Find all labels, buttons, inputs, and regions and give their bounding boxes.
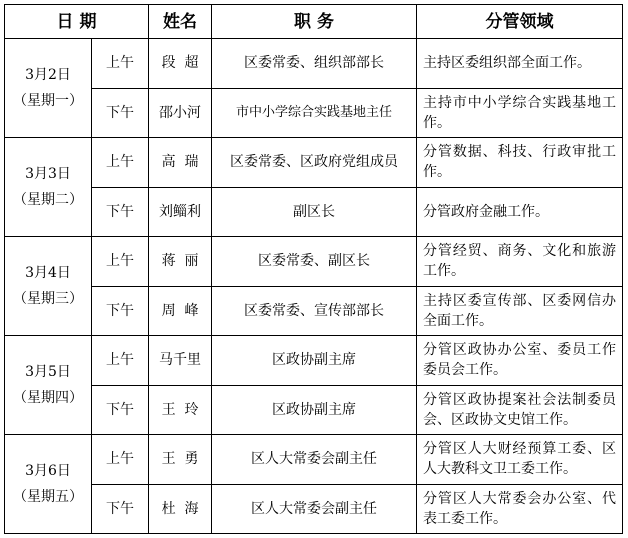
period-cell: 下午 bbox=[92, 484, 149, 534]
header-domain: 分管领域 bbox=[417, 5, 623, 39]
period-cell: 上午 bbox=[92, 39, 149, 89]
date-label: 3月4日 bbox=[25, 265, 71, 281]
weekday-label: （星期三） bbox=[13, 291, 83, 307]
position-cell: 副区长 bbox=[212, 187, 417, 237]
weekday-label: （星期一） bbox=[13, 93, 83, 109]
name-cell: 马千里 bbox=[149, 336, 212, 386]
date-cell bbox=[5, 39, 92, 138]
weekday-label: （星期五） bbox=[13, 489, 83, 505]
position-cell: 区人大常委会副主任 bbox=[212, 484, 417, 534]
domain-cell: 主持市中小学综合实践基地工作。 bbox=[417, 88, 623, 138]
period-cell: 上午 bbox=[92, 138, 149, 188]
name-cell: 杜 海 bbox=[149, 484, 212, 534]
table-row bbox=[5, 484, 623, 534]
name-cell: 王 玲 bbox=[149, 385, 212, 435]
domain-cell: 分管区政协提案社会法制委员会、区政协文史馆工作。 bbox=[417, 385, 623, 435]
header-date: 日 期 bbox=[5, 5, 149, 39]
header-name: 姓名 bbox=[149, 5, 212, 39]
table-row bbox=[5, 138, 623, 188]
period-cell: 上午 bbox=[92, 237, 149, 287]
domain-cell: 分管数据、科技、行政审批工作。 bbox=[417, 138, 623, 188]
period-cell: 下午 bbox=[92, 286, 149, 336]
table-row bbox=[5, 336, 623, 386]
position-cell: 区委常委、宣传部部长 bbox=[212, 286, 417, 336]
position-cell: 区政协副主席 bbox=[212, 385, 417, 435]
header-row bbox=[5, 5, 623, 39]
date-label: 3月3日 bbox=[25, 166, 71, 182]
period-cell: 下午 bbox=[92, 187, 149, 237]
table-row bbox=[5, 385, 623, 435]
domain-cell: 主持区委宣传部、区委网信办全面工作。 bbox=[417, 286, 623, 336]
header-position: 职 务 bbox=[212, 5, 417, 39]
weekday-label: （星期二） bbox=[13, 192, 83, 208]
date-cell bbox=[5, 336, 92, 435]
date-cell bbox=[5, 435, 92, 534]
table-row bbox=[5, 88, 623, 138]
name-cell: 邵小河 bbox=[149, 88, 212, 138]
table-row bbox=[5, 286, 623, 336]
name-cell: 蒋 丽 bbox=[149, 237, 212, 287]
domain-cell: 分管区人大常委会办公室、代表工委工作。 bbox=[417, 484, 623, 534]
period-cell: 下午 bbox=[92, 88, 149, 138]
period-cell: 上午 bbox=[92, 336, 149, 386]
name-cell: 段 超 bbox=[149, 39, 212, 89]
table-row bbox=[5, 237, 623, 287]
position-cell: 区委常委、组织部部长 bbox=[212, 39, 417, 89]
name-cell: 高 瑞 bbox=[149, 138, 212, 188]
domain-cell: 主持区委组织部全面工作。 bbox=[417, 39, 623, 89]
table-row bbox=[5, 39, 623, 89]
domain-cell: 分管政府金融工作。 bbox=[417, 187, 623, 237]
date-cell bbox=[5, 237, 92, 336]
date-label: 3月2日 bbox=[25, 67, 71, 83]
weekday-label: （星期四） bbox=[13, 390, 83, 406]
name-cell: 王 勇 bbox=[149, 435, 212, 485]
schedule-table bbox=[4, 4, 623, 534]
date-label: 3月6日 bbox=[25, 463, 71, 479]
position-cell: 区委常委、副区长 bbox=[212, 237, 417, 287]
position-cell: 市中小学综合实践基地主任 bbox=[212, 88, 417, 138]
name-cell: 刘鲻利 bbox=[149, 187, 212, 237]
domain-cell: 分管区政协办公室、委员工作委员会工作。 bbox=[417, 336, 623, 386]
name-cell: 周 峰 bbox=[149, 286, 212, 336]
domain-cell: 分管经贸、商务、文化和旅游工作。 bbox=[417, 237, 623, 287]
domain-cell: 分管区人大财经预算工委、区人大教科文卫工委工作。 bbox=[417, 435, 623, 485]
position-cell: 区政协副主席 bbox=[212, 336, 417, 386]
table-row bbox=[5, 435, 623, 485]
date-cell bbox=[5, 138, 92, 237]
period-cell: 下午 bbox=[92, 385, 149, 435]
position-cell: 区委常委、区政府党组成员 bbox=[212, 138, 417, 188]
position-cell: 区人大常委会副主任 bbox=[212, 435, 417, 485]
table-row bbox=[5, 187, 623, 237]
date-label: 3月5日 bbox=[25, 364, 71, 380]
period-cell: 上午 bbox=[92, 435, 149, 485]
